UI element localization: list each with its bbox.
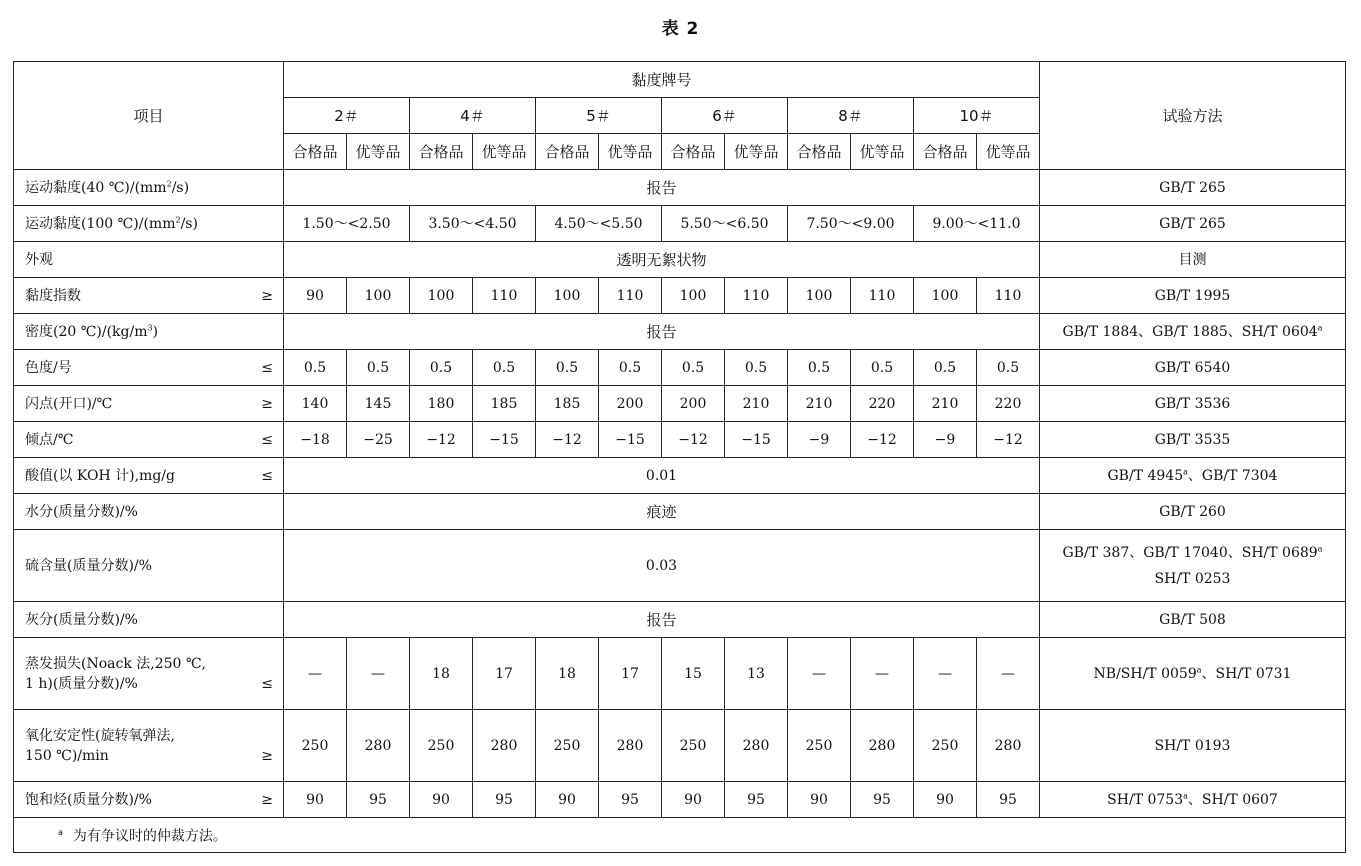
cell-value: −12	[410, 422, 473, 458]
test-method: GB/T 265	[1040, 170, 1346, 206]
table-row	[14, 170, 1346, 206]
table-row	[14, 242, 1346, 278]
table-row	[14, 206, 1346, 242]
footnote: $^a$ 为有争议时的仲裁方法。	[14, 818, 1346, 853]
cell-value: 145	[347, 386, 410, 422]
header-grade-group: 黏度牌号	[284, 62, 1040, 98]
cell-value: 95	[851, 782, 914, 818]
cell-value: 90	[284, 278, 347, 314]
row-label: 水分(质量分数)/%	[14, 494, 284, 530]
cell-value: 100	[410, 278, 473, 314]
row-label: 黏度指数 ≥	[14, 278, 284, 314]
cell-value: 250	[914, 710, 977, 782]
sub-header-qualified: 合格品	[284, 134, 347, 170]
table-row	[14, 278, 1346, 314]
test-method: SH/T 0753$^a$、SH/T 0607	[1040, 782, 1346, 818]
sub-header-superior: 优等品	[599, 134, 662, 170]
test-method: GB/T 265	[1040, 206, 1346, 242]
header-item: 项目	[14, 62, 284, 170]
cell-value: −12	[662, 422, 725, 458]
cell-value: —	[788, 638, 851, 710]
cell-value: 95	[977, 782, 1040, 818]
cell-value: 250	[662, 710, 725, 782]
cell-value: 90	[284, 782, 347, 818]
cell-value: 0.01	[284, 458, 1040, 494]
cell-value: 250	[284, 710, 347, 782]
cell-value: 220	[851, 386, 914, 422]
table-row	[14, 350, 1346, 386]
cell-value: 280	[851, 710, 914, 782]
row-label: 密度(20 $℃)/(kg/m^3)$	[14, 314, 284, 350]
cell-value: 7.50～<9.00	[788, 206, 914, 242]
row-label: 运动黏度(100 $℃)/(mm^2/s)$	[14, 206, 284, 242]
row-label: 闪点(开口)/℃ ≥	[14, 386, 284, 422]
table-row	[14, 530, 1346, 602]
cell-value: 90	[788, 782, 851, 818]
cell-value: 110	[977, 278, 1040, 314]
cell-value: —	[977, 638, 1040, 710]
cell-value: 15	[662, 638, 725, 710]
cell-value: 0.5	[347, 350, 410, 386]
cell-value: 17	[599, 638, 662, 710]
cell-value: 280	[977, 710, 1040, 782]
cell-value: 110	[725, 278, 788, 314]
cell-value: 100	[788, 278, 851, 314]
sub-header-superior: 优等品	[347, 134, 410, 170]
cell-value: 100	[914, 278, 977, 314]
table-row	[14, 458, 1346, 494]
cell-value: 100	[536, 278, 599, 314]
cell-value: 0.5	[473, 350, 536, 386]
cell-value: 报告	[284, 170, 1040, 206]
table-row	[14, 782, 1346, 818]
test-method: 目测	[1040, 242, 1346, 278]
sub-header-qualified: 合格品	[788, 134, 851, 170]
cell-value: 280	[473, 710, 536, 782]
sub-header-superior: 优等品	[725, 134, 788, 170]
cell-value: 100	[662, 278, 725, 314]
test-method: GB/T 3535	[1040, 422, 1346, 458]
cell-value: 0.5	[410, 350, 473, 386]
test-method: GB/T 1995	[1040, 278, 1346, 314]
cell-value: 200	[599, 386, 662, 422]
row-label: 酸值(以 KOH 计),mg/g ≤	[14, 458, 284, 494]
test-method: GB/T 1884、GB/T 1885、SH/T 0604$^a$	[1040, 314, 1346, 350]
row-label: 倾点/℃ ≤	[14, 422, 284, 458]
cell-value: 0.5	[599, 350, 662, 386]
cell-value: 报告	[284, 314, 1040, 350]
cell-value: 90	[914, 782, 977, 818]
cell-value: −12	[536, 422, 599, 458]
row-label: 外观	[14, 242, 284, 278]
cell-value: −9	[914, 422, 977, 458]
cell-value: 透明无絮状物	[284, 242, 1040, 278]
cell-value: 9.00～<11.0	[914, 206, 1040, 242]
row-label: 色度/号 ≤	[14, 350, 284, 386]
test-method: SH/T 0193	[1040, 710, 1346, 782]
sub-header-qualified: 合格品	[536, 134, 599, 170]
cell-value: 200	[662, 386, 725, 422]
sub-header-qualified: 合格品	[662, 134, 725, 170]
cell-value: −15	[599, 422, 662, 458]
cell-value: 180	[410, 386, 473, 422]
row-label: 氧化安定性(旋转氧弹法, 150 ℃)/min ≥	[14, 710, 284, 782]
cell-value: 110	[473, 278, 536, 314]
cell-value: —	[851, 638, 914, 710]
table-row	[14, 710, 1346, 782]
cell-value: 210	[788, 386, 851, 422]
test-method: NB/SH/T 0059$^a$、SH/T 0731	[1040, 638, 1346, 710]
cell-value: 110	[851, 278, 914, 314]
cell-value: 90	[536, 782, 599, 818]
table-row	[14, 314, 1346, 350]
cell-value: 220	[977, 386, 1040, 422]
cell-value: 0.5	[725, 350, 788, 386]
cell-value: −18	[284, 422, 347, 458]
cell-value: 17	[473, 638, 536, 710]
cell-value: 4.50～<5.50	[536, 206, 662, 242]
cell-value: 280	[347, 710, 410, 782]
test-method: GB/T 387、GB/T 17040、SH/T 0689$^a$ SH/T 0253	[1040, 530, 1346, 602]
cell-value: 0.5	[662, 350, 725, 386]
cell-value: 0.5	[977, 350, 1040, 386]
cell-value: −9	[788, 422, 851, 458]
cell-value: 250	[410, 710, 473, 782]
cell-value: 95	[347, 782, 410, 818]
cell-value: 90	[662, 782, 725, 818]
cell-value: 280	[725, 710, 788, 782]
cell-value: 0.5	[536, 350, 599, 386]
grade-label: 10＃	[914, 98, 1040, 134]
sub-header-qualified: 合格品	[914, 134, 977, 170]
cell-value: −15	[473, 422, 536, 458]
footnote-row	[14, 818, 1346, 853]
row-label: 饱和烃(质量分数)/% ≥	[14, 782, 284, 818]
spec-table	[13, 61, 1346, 853]
cell-value: 185	[536, 386, 599, 422]
cell-value: 5.50～<6.50	[662, 206, 788, 242]
cell-value: 18	[410, 638, 473, 710]
cell-value: 210	[725, 386, 788, 422]
cell-value: −15	[725, 422, 788, 458]
cell-value: 95	[725, 782, 788, 818]
cell-value: 185	[473, 386, 536, 422]
table-row	[14, 602, 1346, 638]
cell-value: −12	[851, 422, 914, 458]
cell-value: 0.03	[284, 530, 1040, 602]
test-method: GB/T 508	[1040, 602, 1346, 638]
row-label: 灰分(质量分数)/%	[14, 602, 284, 638]
table-row	[14, 386, 1346, 422]
cell-value: 报告	[284, 602, 1040, 638]
test-method: GB/T 260	[1040, 494, 1346, 530]
cell-value: 0.5	[914, 350, 977, 386]
cell-value: 140	[284, 386, 347, 422]
cell-value: −25	[347, 422, 410, 458]
cell-value: 95	[599, 782, 662, 818]
grade-label: 2＃	[284, 98, 410, 134]
cell-value: —	[347, 638, 410, 710]
cell-value: 18	[536, 638, 599, 710]
cell-value: 0.5	[284, 350, 347, 386]
sub-header-superior: 优等品	[851, 134, 914, 170]
row-label: 蒸发损失(Noack 法,250 ℃, 1 h)(质量分数)/% ≤	[14, 638, 284, 710]
cell-value: 痕迹	[284, 494, 1040, 530]
header-row-1	[14, 62, 1346, 98]
cell-value: 110	[599, 278, 662, 314]
grade-label: 6＃	[662, 98, 788, 134]
cell-value: 0.5	[851, 350, 914, 386]
table-row	[14, 422, 1346, 458]
grade-label: 5＃	[536, 98, 662, 134]
cell-value: 0.5	[788, 350, 851, 386]
sub-header-superior: 优等品	[473, 134, 536, 170]
row-label: 硫含量(质量分数)/%	[14, 530, 284, 602]
cell-value: −12	[977, 422, 1040, 458]
table-row	[14, 494, 1346, 530]
grade-label: 8＃	[788, 98, 914, 134]
cell-value: 250	[788, 710, 851, 782]
cell-value: —	[284, 638, 347, 710]
cell-value: —	[914, 638, 977, 710]
cell-value: 210	[914, 386, 977, 422]
cell-value: 1.50～<2.50	[284, 206, 410, 242]
cell-value: 100	[347, 278, 410, 314]
test-method: GB/T 3536	[1040, 386, 1346, 422]
row-label: 运动黏度(40 $℃)/(mm^2/s)$	[14, 170, 284, 206]
cell-value: 280	[599, 710, 662, 782]
sub-header-superior: 优等品	[977, 134, 1040, 170]
cell-value: 3.50～<4.50	[410, 206, 536, 242]
cell-value: 90	[410, 782, 473, 818]
cell-value: 250	[536, 710, 599, 782]
cell-value: 13	[725, 638, 788, 710]
test-method: GB/T 4945$^a$、GB/T 7304	[1040, 458, 1346, 494]
table-title: 表 2	[661, 19, 700, 39]
cell-value: 95	[473, 782, 536, 818]
grade-label: 4＃	[410, 98, 536, 134]
sub-header-qualified: 合格品	[410, 134, 473, 170]
test-method: GB/T 6540	[1040, 350, 1346, 386]
table-row	[14, 638, 1346, 710]
header-method: 试验方法	[1040, 62, 1346, 170]
